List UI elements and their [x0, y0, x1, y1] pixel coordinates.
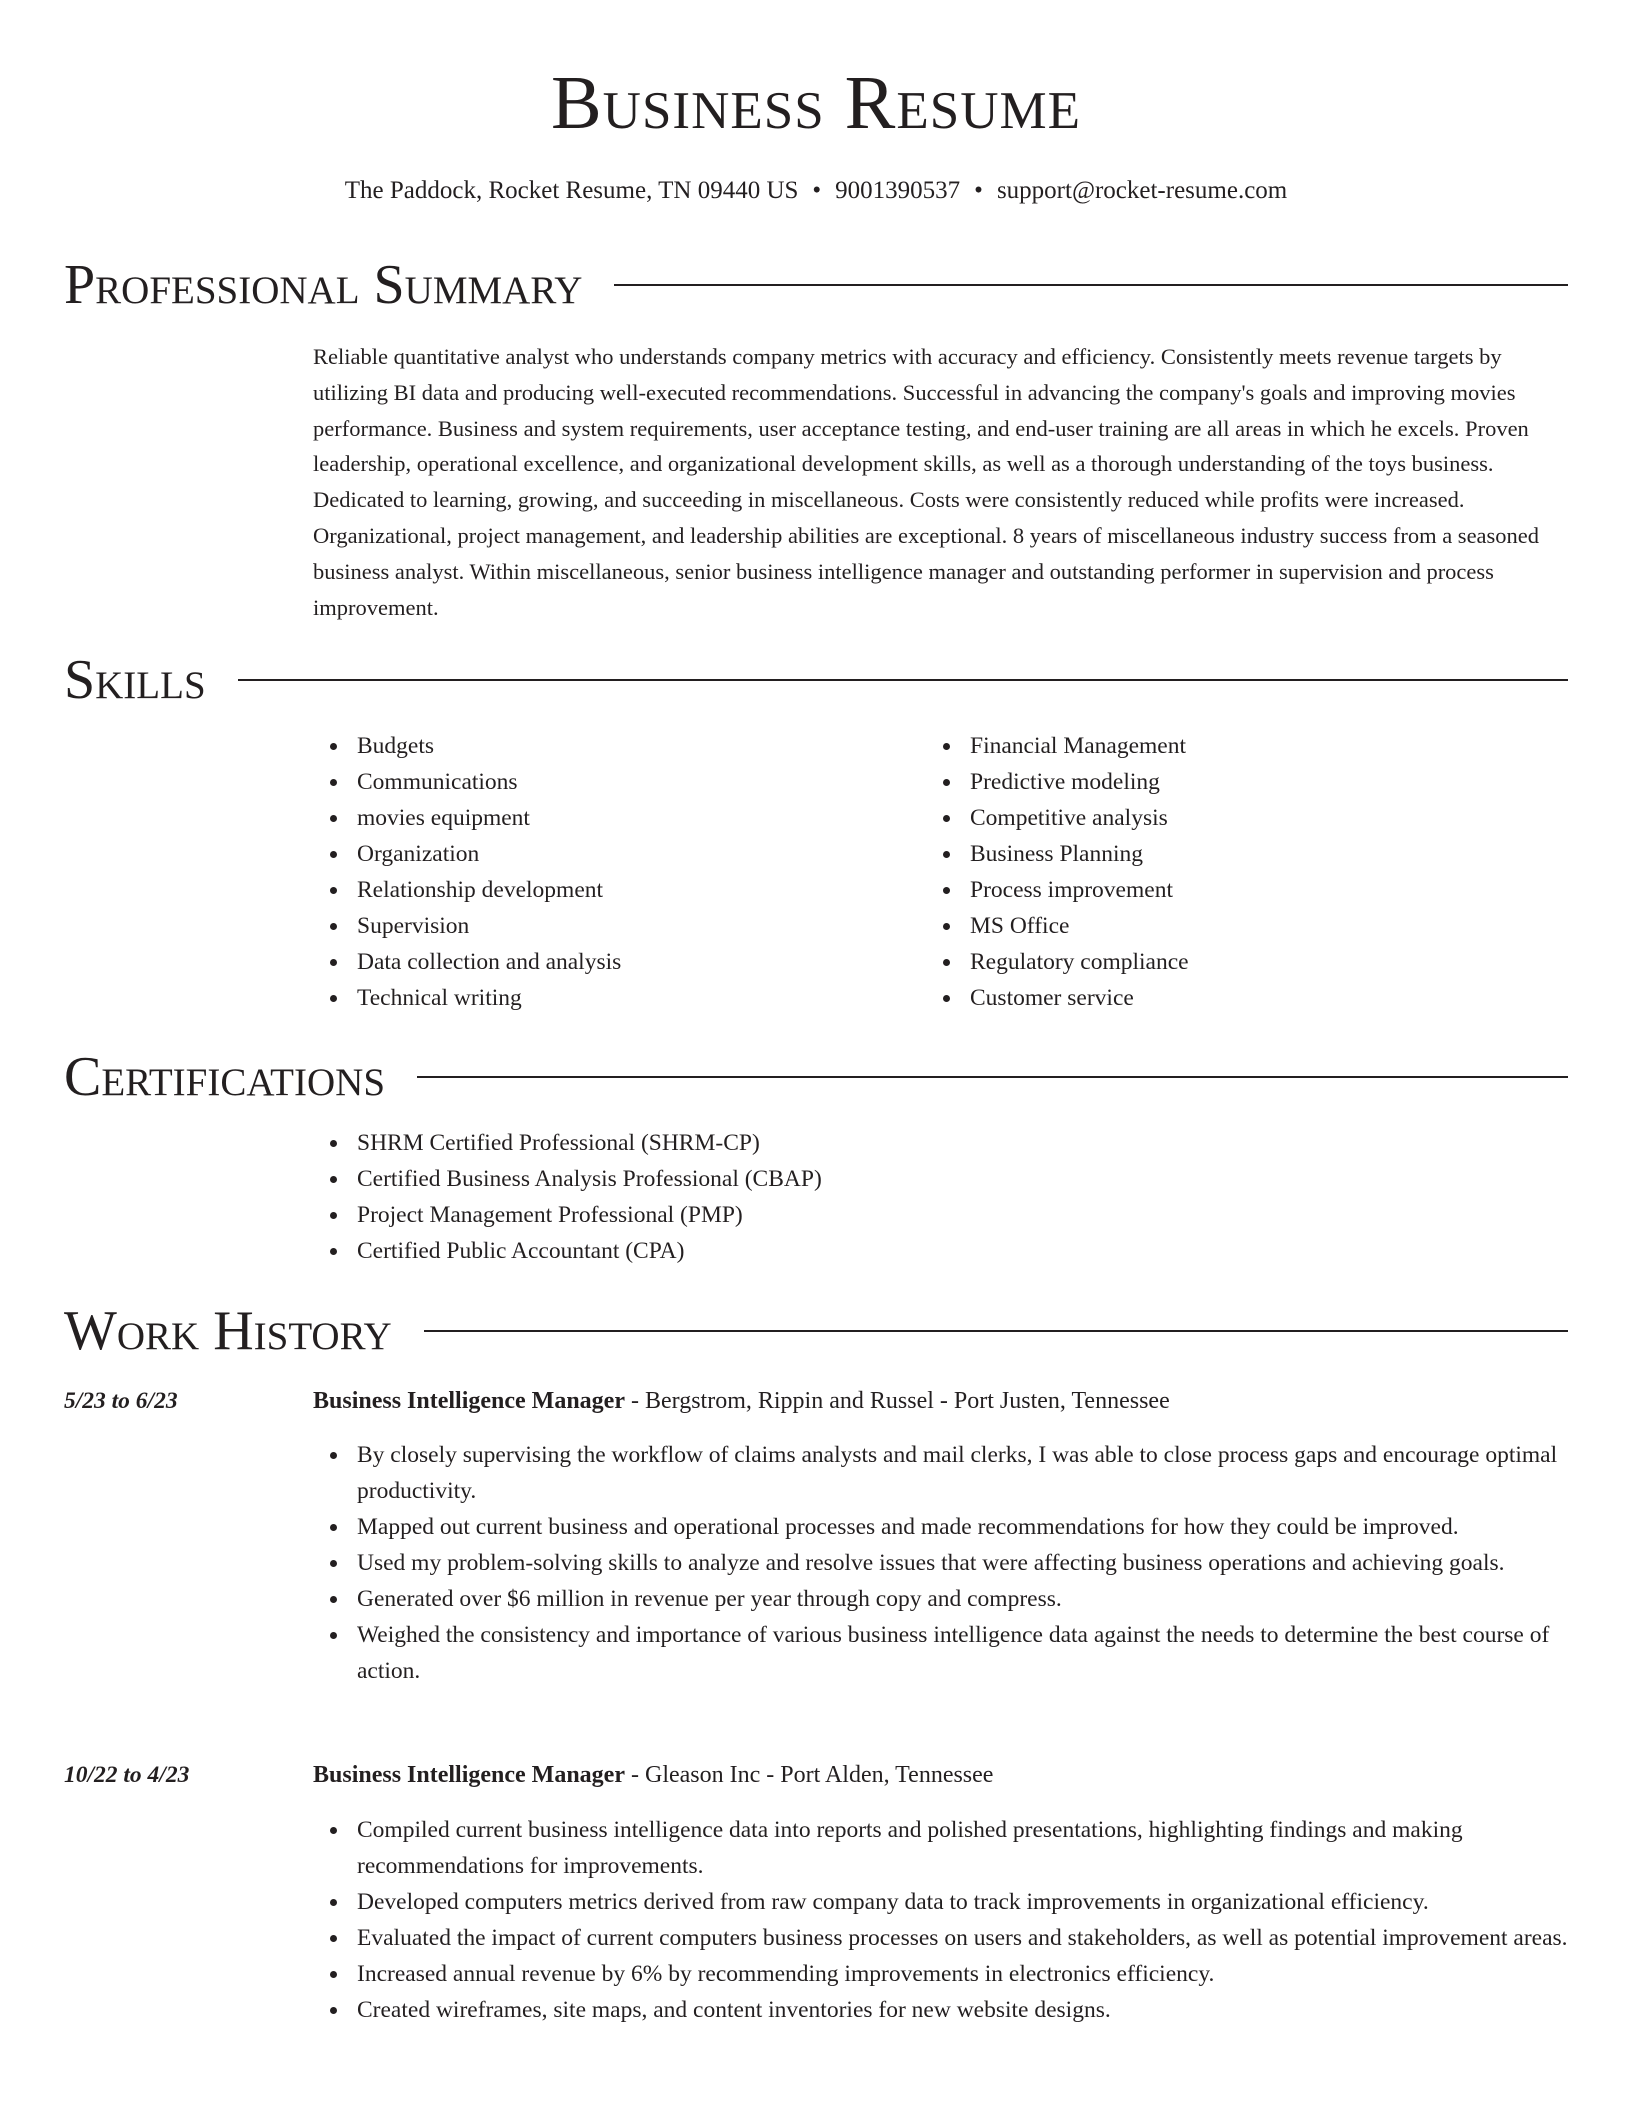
job-bullet: Created wireframes, site maps, and content inventories for new website designs.: [313, 1992, 1568, 2028]
contact-separator: •: [812, 177, 822, 204]
job-dates: 10/22 to 4/23: [64, 1762, 190, 1788]
job-bullet: Evaluated the impact of current computers business processes on users and stakeholders, as well as potential improvement areas.: [313, 1920, 1568, 1956]
certification-item: SHRM Certified Professional (SHRM-CP): [313, 1125, 1568, 1161]
skill-item: MS Office: [926, 908, 1526, 944]
skill-item: Competitive analysis: [926, 800, 1526, 836]
skill-item: Business Planning: [926, 836, 1526, 872]
skill-item: Data collection and analysis: [313, 944, 913, 980]
job-heading: [313, 1384, 1170, 1418]
skill-item: Communications: [313, 764, 913, 800]
job-role: Business Intelligence Manager: [313, 1388, 625, 1414]
job-company-location: - Gleason Inc - Port Alden, Tennessee: [625, 1762, 994, 1788]
skill-item: Relationship development: [313, 872, 913, 908]
job-bullet: Developed computers metrics derived from raw company data to track improvements in organizational efficiency.: [313, 1884, 1568, 1920]
job-bullet: Used my problem-solving skills to analyze and resolve issues that were affecting business operations and achieving goals.: [313, 1545, 1568, 1581]
job-bullet: Compiled current business intelligence data into reports and polished presentations, highlighting findings and making recommendations for improvements.: [313, 1812, 1568, 1884]
work-section-header: [64, 1299, 1568, 1363]
skill-item: Technical writing: [313, 980, 913, 1016]
skill-item: Supervision: [313, 908, 913, 944]
section-rule: [64, 679, 1568, 681]
certifications-list: [313, 1125, 1568, 1269]
job-bullet: Increased annual revenue by 6% by recommending improvements in electronics efficiency.: [313, 1956, 1568, 1992]
certification-item: Certified Public Accountant (CPA): [313, 1233, 1568, 1269]
certification-item: Certified Business Analysis Professional (CBAP): [313, 1161, 1568, 1197]
skill-item: movies equipment: [313, 800, 913, 836]
job-bullets: [313, 1812, 1568, 2028]
contact-address: The Paddock, Rocket Resume, TN 09440 US: [344, 177, 799, 204]
job-heading: [313, 1758, 993, 1792]
skills-list-left: [313, 728, 913, 1016]
skill-item: Organization: [313, 836, 913, 872]
job-company-location: - Bergstrom, Rippin and Russel - Port Justen, Tennessee: [625, 1388, 1170, 1414]
job-bullet: Mapped out current business and operational processes and made recommendations for how they could be improved.: [313, 1509, 1568, 1545]
skill-item: Financial Management: [926, 728, 1526, 764]
contact-phone: 9001390537: [835, 177, 961, 204]
job-bullets: [313, 1437, 1568, 1689]
section-title-skills: Skills: [64, 648, 238, 712]
skill-item: Regulatory compliance: [926, 944, 1526, 980]
summary-section-header: [64, 253, 1568, 317]
section-title-work: Work History: [64, 1299, 424, 1363]
skill-item: Customer service: [926, 980, 1526, 1016]
job-bullet: Generated over $6 million in revenue per year through copy and compress.: [313, 1581, 1568, 1617]
skill-item: Predictive modeling: [926, 764, 1526, 800]
summary-text: Reliable quantitative analyst who understands company metrics with accuracy and efficiency. Consistently meets revenue targets by utilizing BI data and producing well-executed recommendations. Successful in advancing the company's goals and improving movies performance. Business and system requirements, user acceptance testing, and end-user training are all areas in which he excels. Proven leadership, operational excellence, and organizational development skills, as well as a thorough understanding of the toys business. Dedicated to learning, growing, and succeeding in miscellaneous. Costs were consistently reduced while profits were increased. Organizational, project management, and leadership abilities are exceptional. 8 years of miscellaneous industry success from a seasoned business analyst. Within miscellaneous, senior business intelligence manager and outstanding performer in supervision and process improvement.: [313, 344, 1540, 620]
skills-section-header: [64, 648, 1568, 712]
skill-item: Process improvement: [926, 872, 1526, 908]
certification-item: Project Management Professional (PMP): [313, 1197, 1568, 1233]
certifications-section-header: [64, 1045, 1568, 1109]
section-title-summary: Professional Summary: [64, 253, 614, 317]
section-title-certifications: Certifications: [64, 1045, 417, 1109]
skill-item: Budgets: [313, 728, 913, 764]
contact-line: [0, 174, 1632, 208]
contact-separator: •: [974, 177, 983, 204]
job-dates: 5/23 to 6/23: [64, 1388, 178, 1414]
skills-list-right: [926, 728, 1526, 1016]
contact-email[interactable]: support@rocket-resume.com: [996, 177, 1288, 204]
job-bullet: Weighed the consistency and importance of various business intelligence data against the needs to determine the best course of action.: [313, 1617, 1568, 1689]
job-bullet: By closely supervising the workflow of claims analysts and mail clerks, I was able to close process gaps and encourage optimal productivity.: [313, 1437, 1568, 1509]
job-role: Business Intelligence Manager: [313, 1762, 625, 1788]
resume-name: Business Resume: [550, 61, 1081, 145]
